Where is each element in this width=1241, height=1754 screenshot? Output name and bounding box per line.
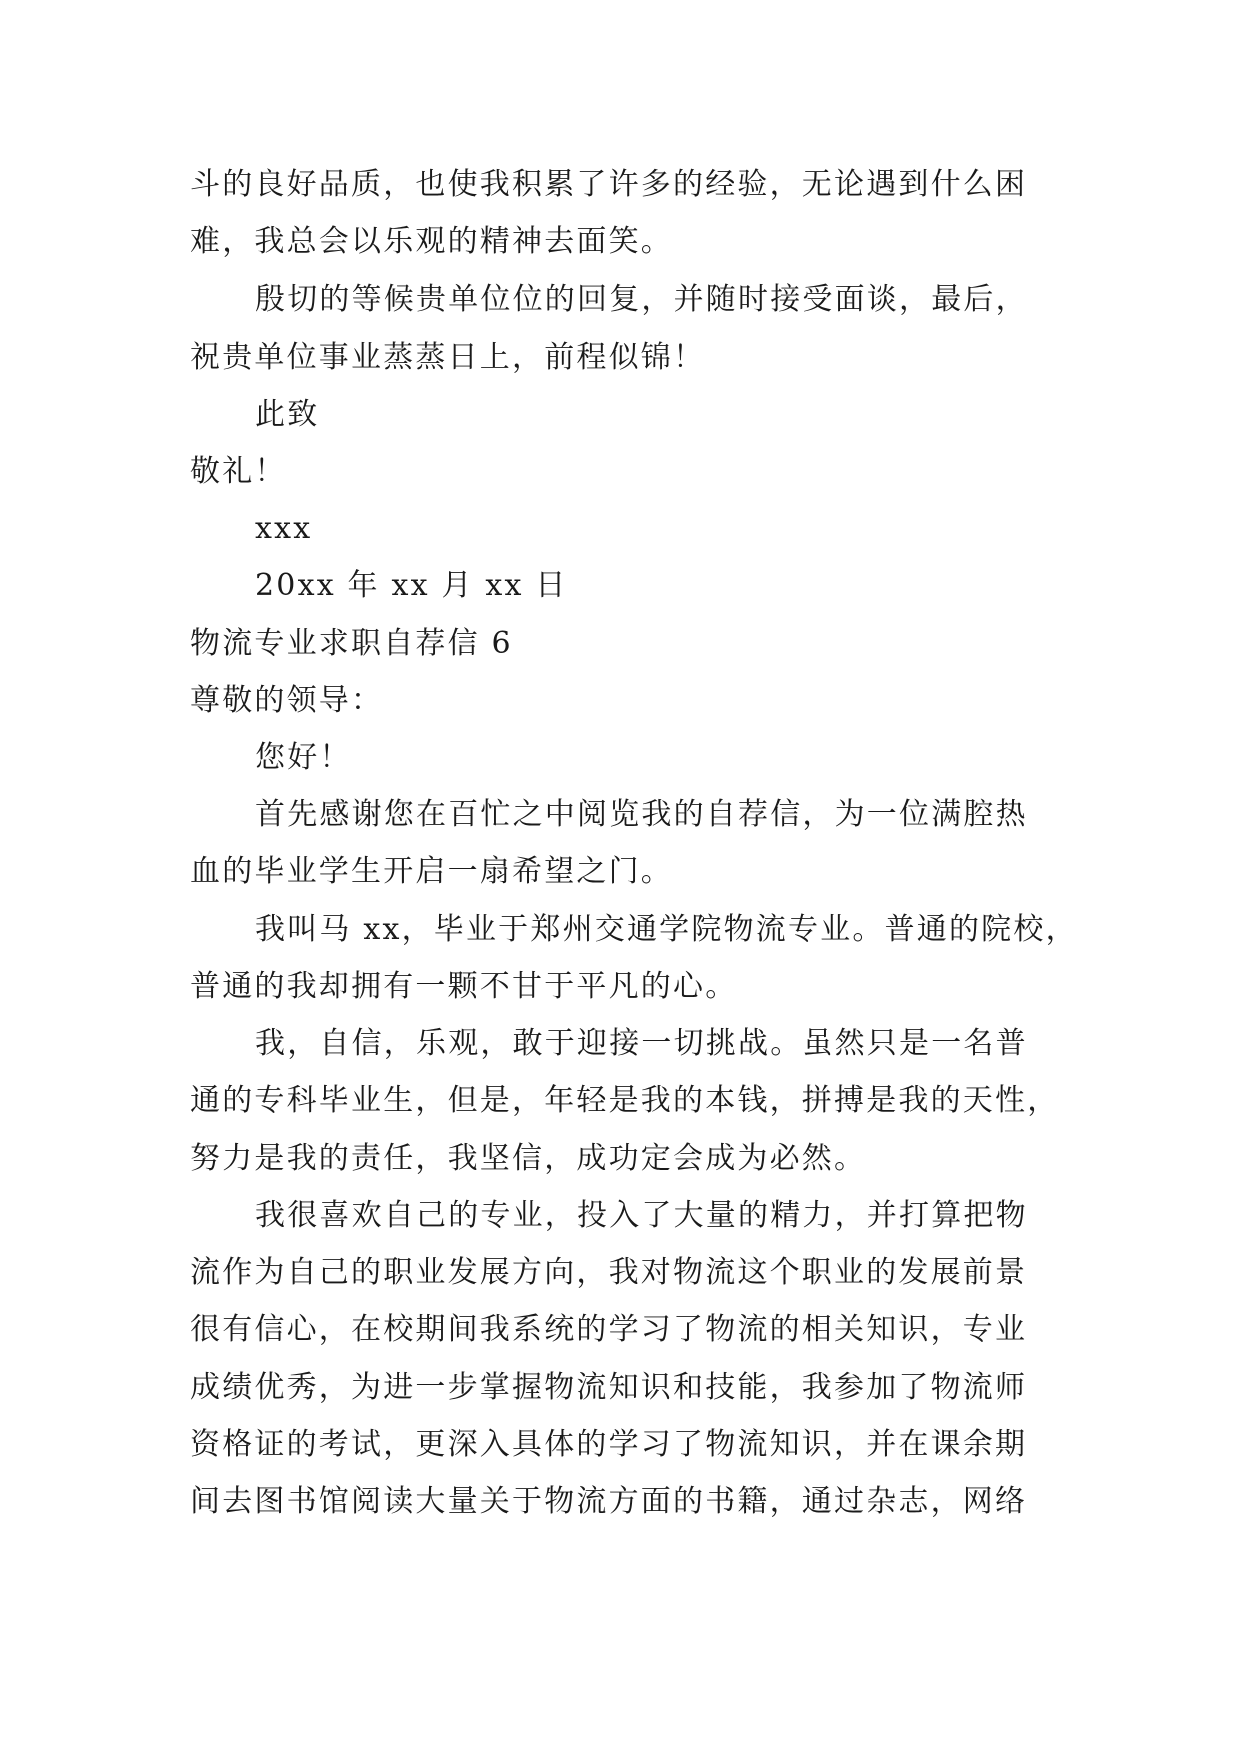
text-line: 我叫马 xx，毕业于郑州交通学院物流专业。普通的院校，: [255, 912, 1078, 947]
text-line: 斗的良好品质，也使我积累了许多的经验，无论遇到什么困: [190, 167, 1028, 202]
text-line: 首先感谢您在百忙之中阅览我的自荐信，为一位满腔热: [255, 797, 1028, 832]
text-line: 我，自信，乐观，敢于迎接一切挑战。虽然只是一名普: [255, 1026, 1028, 1061]
text-line: 流作为自己的职业发展方向，我对物流这个职业的发展前景: [190, 1255, 1028, 1290]
text-line: 难，我总会以乐观的精神去面笑。: [190, 224, 673, 259]
text-line: xxx: [255, 511, 313, 546]
text-line: 敬礼！: [190, 454, 287, 489]
text-line: 您好！: [255, 740, 352, 775]
text-line: 很有信心，在校期间我系统的学习了物流的相关知识，专业: [190, 1312, 1028, 1347]
text-line: 祝贵单位事业蒸蒸日上，前程似锦！: [190, 340, 706, 375]
text-line: 资格证的考试，更深入具体的学习了物流知识，并在课余期: [190, 1427, 1028, 1462]
text-line: 此致: [255, 397, 320, 432]
text-line: 血的毕业学生开启一扇希望之门。: [190, 854, 673, 889]
text-line: 成绩优秀，为进一步掌握物流知识和技能，我参加了物流师: [190, 1370, 1028, 1405]
text-line: 20xx 年 xx 月 xx 日: [255, 568, 568, 603]
text-line: 尊敬的领导：: [190, 683, 384, 718]
section-title: 物流专业求职自荐信 6: [190, 626, 513, 661]
text-line: 通的专科毕业生，但是，年轻是我的本钱，拼搏是我的天性，: [190, 1083, 1060, 1118]
text-line: 努力是我的责任，我坚信，成功定会成为必然。: [190, 1141, 867, 1176]
text-line: 普通的我却拥有一颗不甘于平凡的心。: [190, 969, 738, 1004]
text-line: 我很喜欢自己的专业，投入了大量的精力，并打算把物: [255, 1198, 1028, 1233]
text-line: 间去图书馆阅读大量关于物流方面的书籍，通过杂志，网络: [190, 1484, 1028, 1519]
text-line: 殷切的等候贵单位位的回复，并随时接受面谈，最后，: [255, 282, 1028, 317]
